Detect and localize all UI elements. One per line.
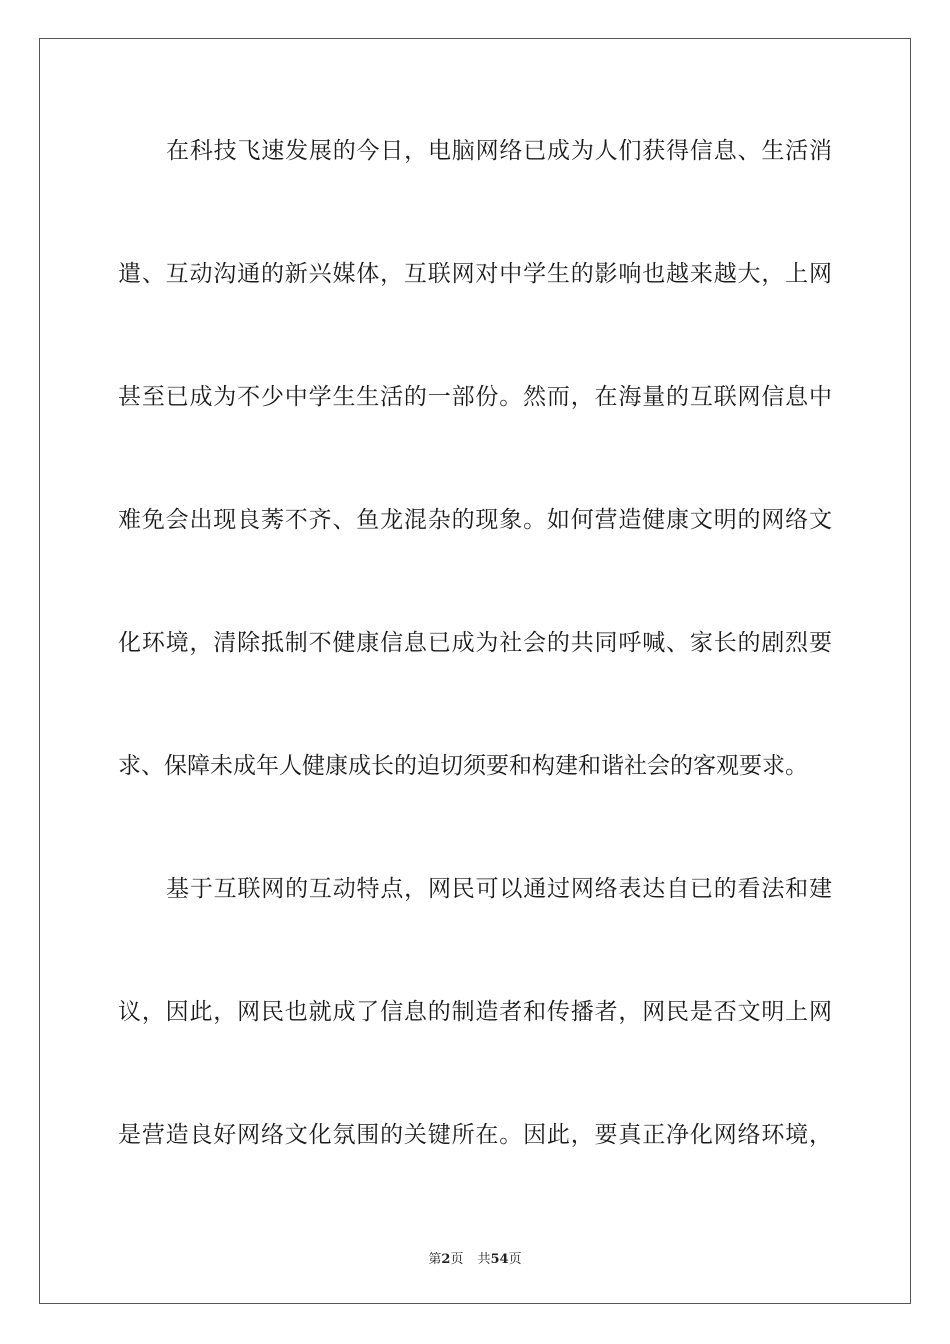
total-prefix: 共 [477, 1252, 491, 1267]
paragraph-2-line-1: 基于互联网的互动特点，网民可以通过网络表达自已的看法和建 [166, 876, 832, 902]
page-number: 2 [441, 1252, 451, 1267]
paragraph-1-line-6: 求、保障未成年人健康成长的迫切须要和构建和谐社会的客观要求。 [118, 753, 808, 779]
page-suffix: 页 [450, 1252, 464, 1267]
total-suffix: 页 [508, 1252, 522, 1267]
paragraph-1-line-5: 化环境，清除抵制不健康信息已成为社会的共同呼喊、家长的剧烈要 [118, 630, 832, 656]
paragraph-1-line-3: 甚至已成为不少中学生生活的一部份。然而，在海量的互联网信息中 [118, 384, 832, 410]
paragraph-1-line-2: 遣、互动沟通的新兴媒体，互联网对中学生的影响也越来越大，上网 [118, 261, 832, 287]
total-pages: 54 [490, 1252, 509, 1267]
page-border [39, 38, 911, 1304]
paragraph-2-line-3: 是营造良好网络文化氛围的关键所在。因此，要真正净化网络环境， [118, 1122, 832, 1148]
paragraph-1-line-1: 在科技飞速发展的今日，电脑网络已成为人们获得信息、生活消 [166, 138, 832, 164]
page-footer [0, 1248, 950, 1267]
paragraph-2-line-2: 议，因此，网民也就成了信息的制造者和传播者，网民是否文明上网 [118, 999, 832, 1025]
page-prefix: 第 [428, 1252, 442, 1267]
paragraph-1-line-4: 难免会出现良莠不齐、鱼龙混杂的现象。如何营造健康文明的网络文 [118, 507, 832, 533]
